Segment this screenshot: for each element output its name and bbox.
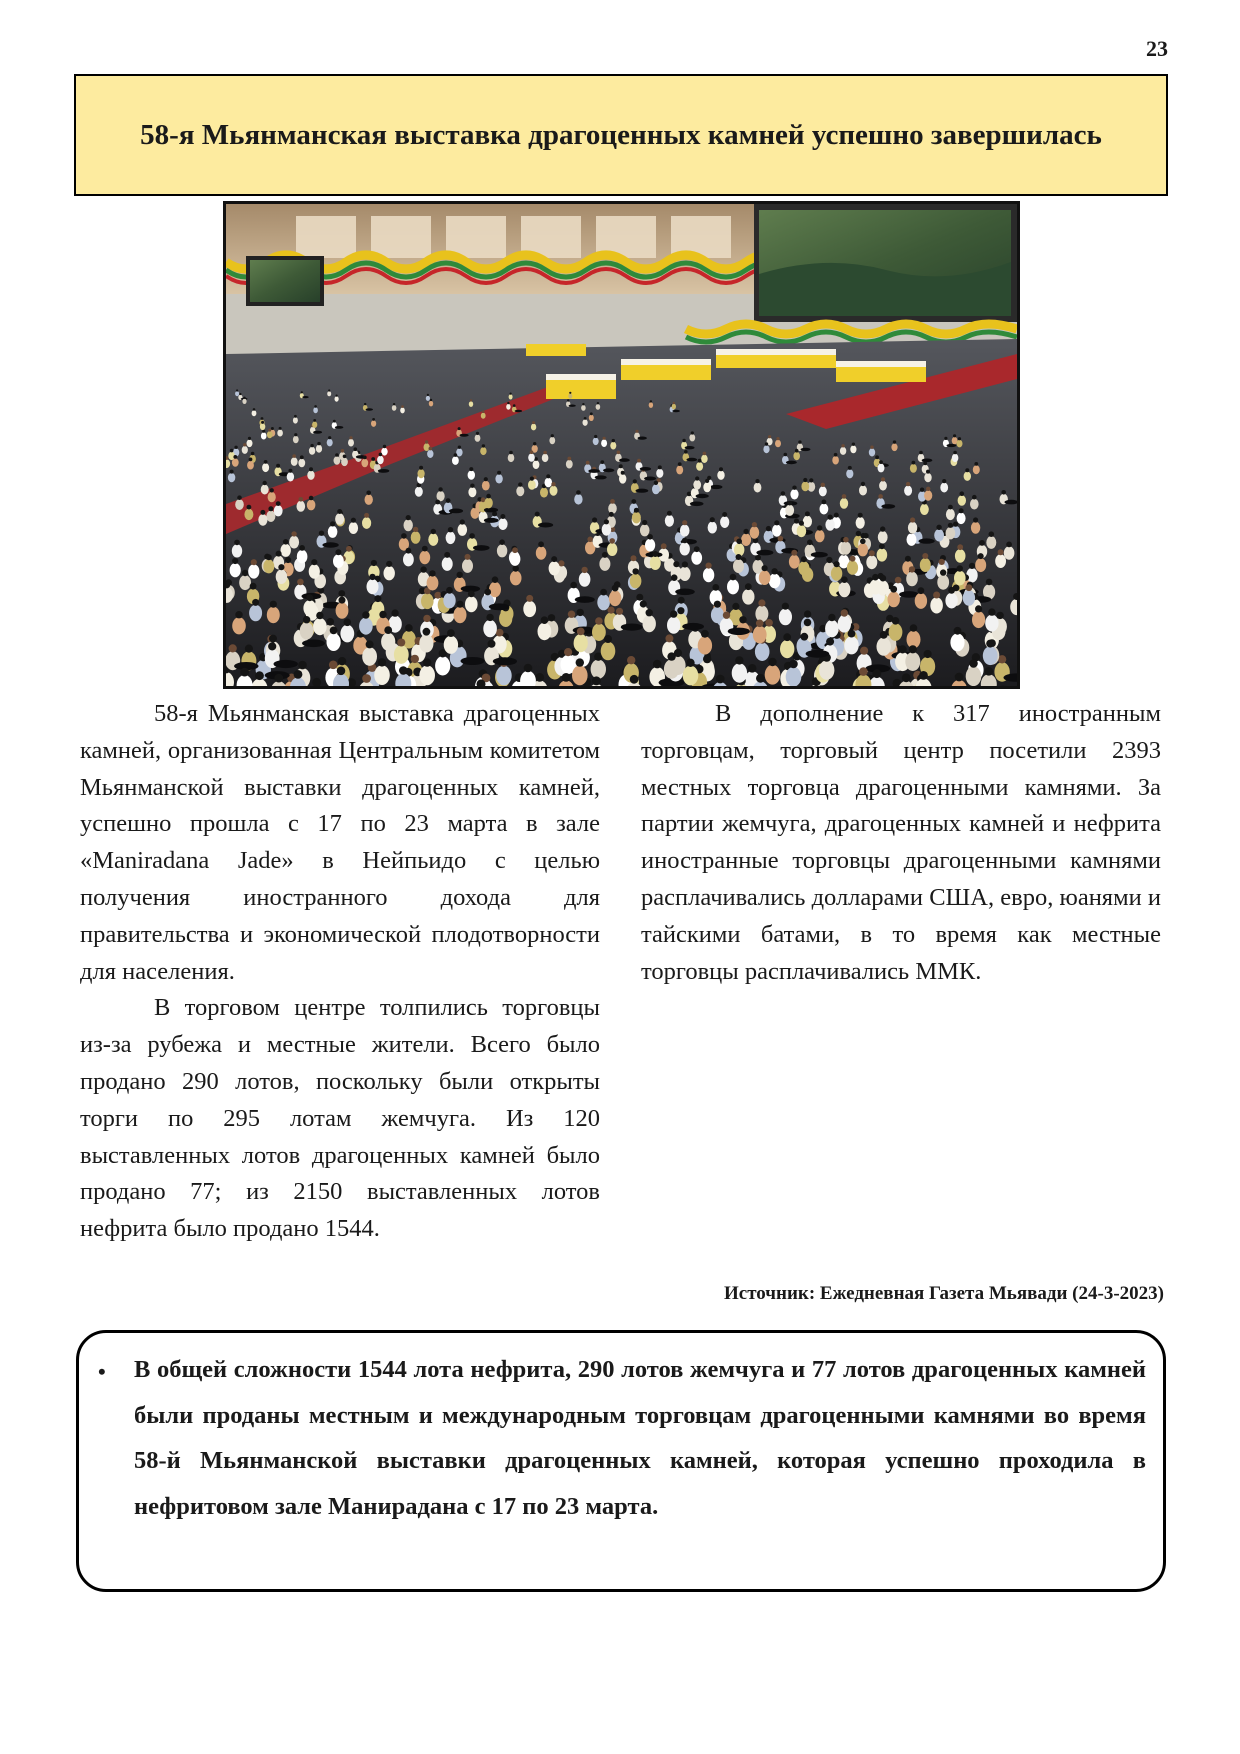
paragraph-lots-sold: В торговом центре толпились торговцы из-за рубежа и местные жители. Всего было продано 290 лотов, поскольку были открыты торги по 295 лотам жемчуга. Из 120 выставленных лотов драгоценных камней было продано 77; из 2150 выставленных лотов нефрита было продано 1544. [80, 994, 600, 1243]
paragraph-exhibition-intro: 58-я Мьянманская выставка драгоценных камней, организованная Центральным комитетом Мьянманской выставки драгоценных камней, успешно прошла с 17 по 23 марта в зале «Maniradana Jade» в Нейпьидо с целью получения иностранного дохода для правительства и экономической плодотворности для населения. [80, 700, 600, 985]
bullet-icon: • [98, 1359, 106, 1384]
article-title: 58-я Мьянманская выставка драгоценных камней успешно завершилась [140, 118, 1102, 151]
page-number: 23 [1146, 36, 1168, 61]
source-citation: Источник: Ежедневная Газета Мьявади (24-3-2023) [724, 1283, 1164, 1304]
exhibition-hall-photo [223, 201, 1020, 689]
exhibition-hall-image [226, 204, 1017, 686]
paragraph-merchants-payment: В дополнение к 317 иностранным торговцам, торговый центр посетили 2393 местных торговца драгоценными камнями. За партии жемчуга, драгоценных камней и нефрита иностранные торговцы драгоценными камнями расплачивались долларами США, евро, юанями и тайскими батами, в то время как местные торговцы расплачивались ММК. [641, 700, 1161, 985]
article-column-right [641, 696, 1161, 990]
article-column-left [80, 696, 600, 1248]
summary-text: В общей сложности 1544 лота нефрита, 290 лотов жемчуга и 77 лотов драгоценных камней были проданы местным и международным торговцам драгоценными камнями во время 58-й Мьянманской выставки драгоценных камней, которая успешно проходила в нефритовом зале Маниpадана с 17 по 23 марта. [134, 1356, 1146, 1520]
summary-box [76, 1330, 1166, 1592]
title-box [74, 74, 1168, 196]
